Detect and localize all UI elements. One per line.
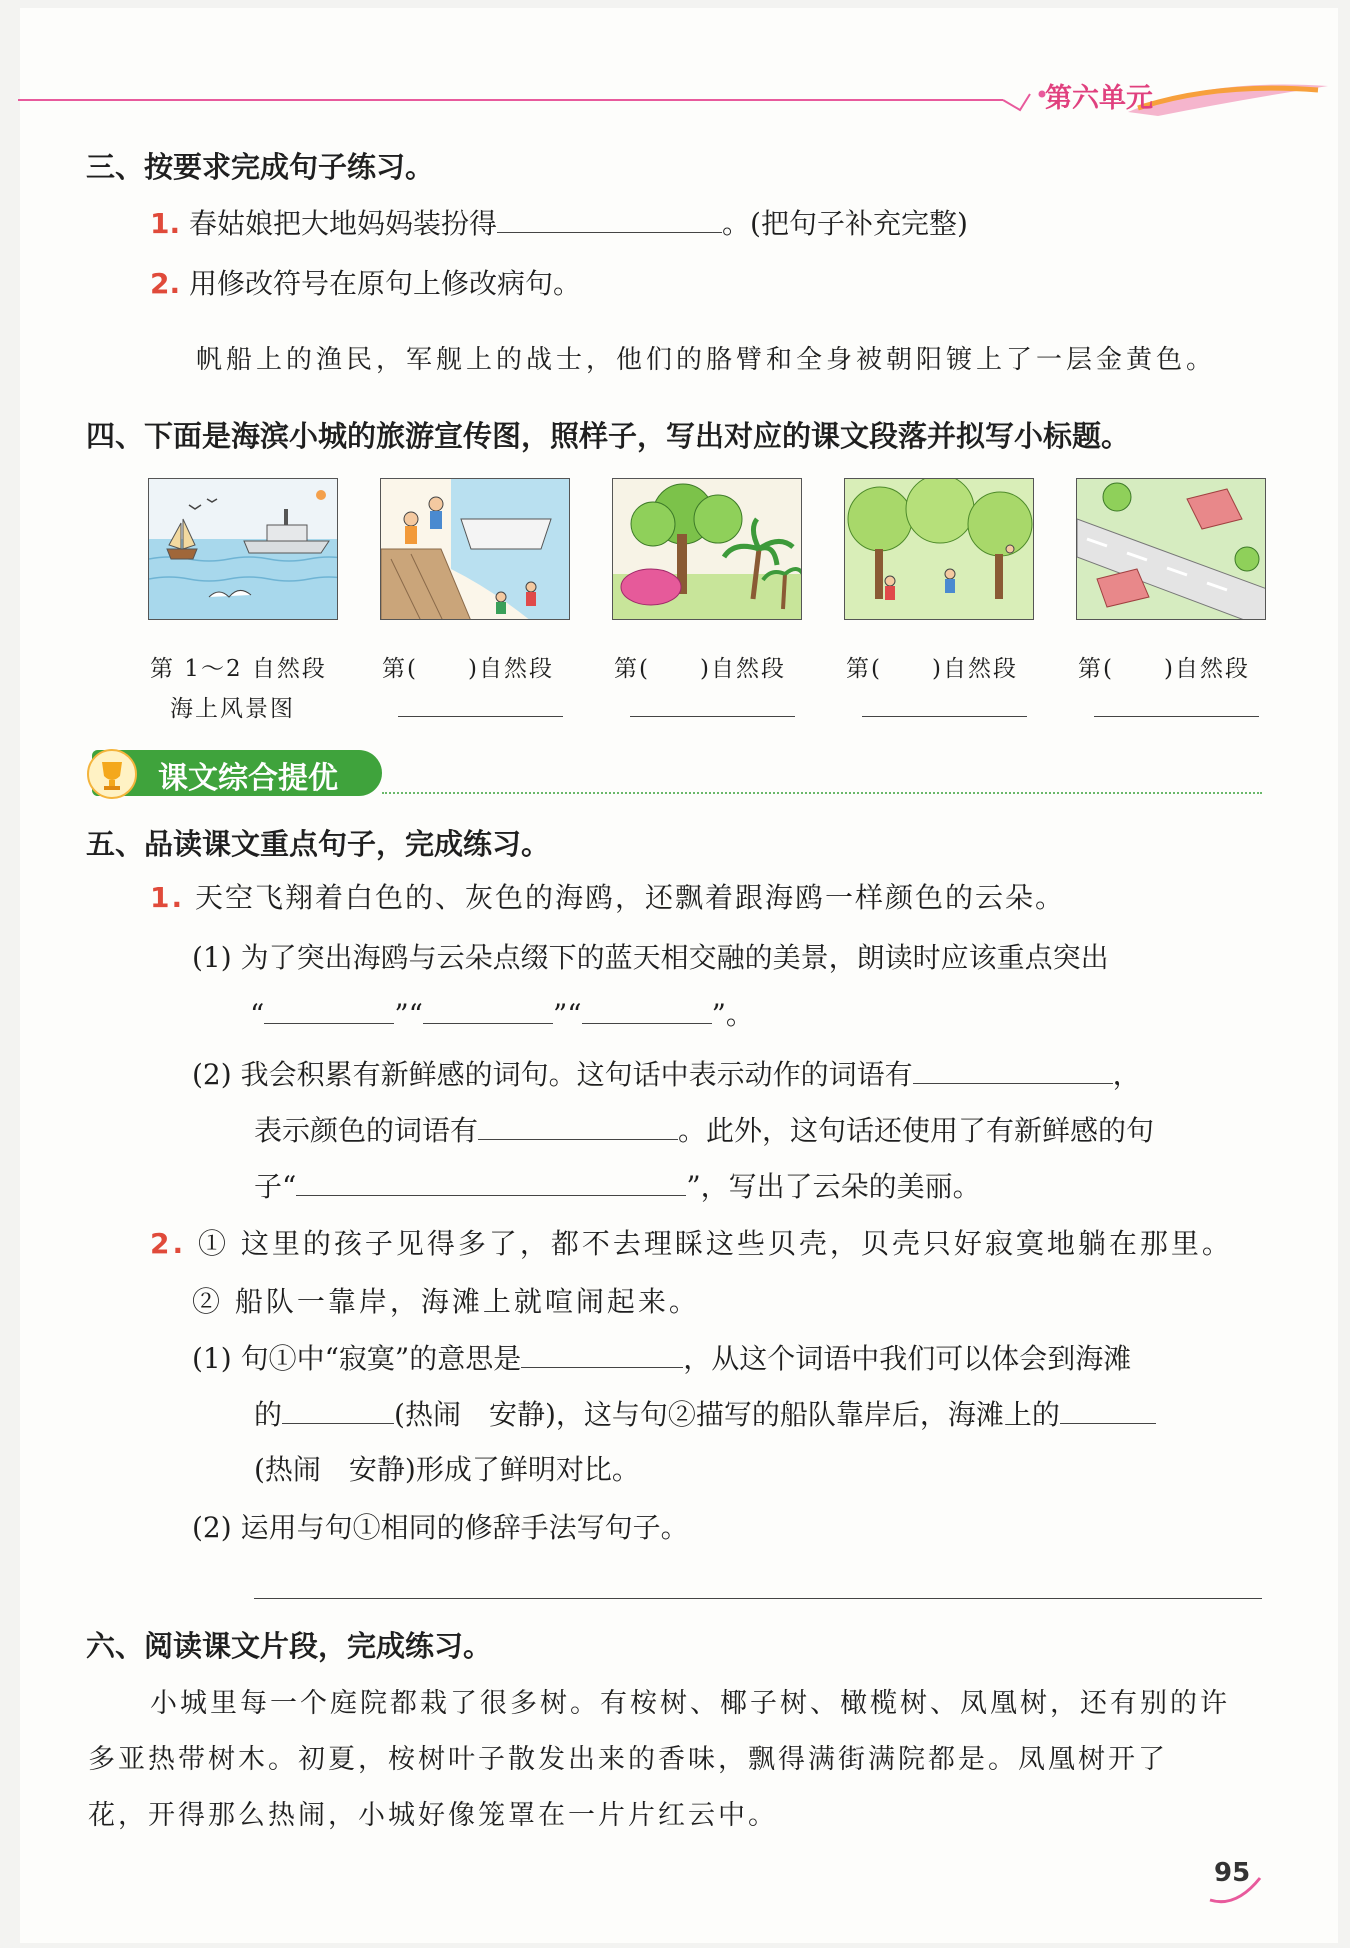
caption-3: 第( )自然段	[614, 656, 786, 682]
answer-blank[interactable]	[264, 996, 394, 1024]
s3-sentence[interactable]: 帆船上的渔民，军舰上的战士，他们的胳臂和全身被朝阳镀上了一层金黄色。	[196, 345, 1217, 375]
harbor-children-image	[380, 478, 570, 620]
caption-1-title: 海上风景图	[170, 696, 295, 722]
s5-q2-1: (1) 句①中“寂寞”的意思是 ，从这个词语中我们可以体会到海滩	[192, 1342, 1132, 1375]
city-street-image	[1076, 478, 1266, 620]
page-number-swoosh	[1206, 1872, 1266, 1908]
title-blank[interactable]	[630, 716, 795, 717]
s5-q2-s2: ② 船队一靠岸，海滩上就喧闹起来。	[192, 1285, 700, 1318]
unit-title: 第六单元	[1045, 83, 1153, 114]
banner-title: 课文综合提优	[158, 761, 338, 796]
s5-q1-2b: 表示颜色的词语有 。此外，这句话还使用了有新鲜感的句	[254, 1114, 1155, 1147]
caption-5: 第( )自然段	[1078, 656, 1250, 682]
answer-blank[interactable]	[282, 1396, 394, 1424]
passage-line-1: 小城里每一个庭院都栽了很多树。有桉树、椰子树、橄榄树、凤凰树，还有别的许	[150, 1688, 1230, 1719]
caption-4: 第( )自然段	[846, 656, 1018, 682]
answer-line[interactable]	[254, 1598, 1262, 1599]
s5-q1-1-blanks: “ ”“ ”“ ”。	[250, 998, 754, 1031]
title-blank[interactable]	[398, 716, 563, 717]
banner-divider	[382, 792, 1262, 794]
s5-q1-2: (2) 我会积累有新鲜感的词句。这句话中表示动作的词语有 ，	[192, 1058, 1141, 1091]
answer-blank[interactable]	[1060, 1396, 1156, 1424]
passage-line-2: 多亚热带树木。初夏，桉树叶子散发出来的香味，飘得满街满院都是。凤凰树开了	[88, 1744, 1168, 1775]
section-4-heading: 四、下面是海滨小城的旅游宣传图，照样子，写出对应的课文段落并拟写小标题。	[86, 419, 1131, 453]
title-blank[interactable]	[1094, 716, 1259, 717]
answer-blank[interactable]	[478, 1112, 678, 1140]
section-5-heading: 五、品读课文重点句子，完成练习。	[86, 827, 551, 861]
s3-q2: 2. 用修改符号在原句上修改病句。	[150, 267, 582, 300]
answer-blank[interactable]	[582, 996, 712, 1024]
section-6-heading: 六、阅读课文片段，完成练习。	[86, 1629, 493, 1663]
s5-q2-1b: 的 (热闹 安静)，这与句②描写的船队靠岸后，海滩上的	[254, 1396, 1156, 1433]
caption-2: 第( )自然段	[382, 656, 554, 682]
s5-q2-1c: (热闹 安静)形成了鲜明对比。	[254, 1453, 640, 1486]
section-3-heading: 三、按要求完成句子练习。	[86, 150, 435, 184]
trophy-icon	[86, 748, 138, 800]
trees-garden-image	[612, 478, 802, 620]
s5-q1-2c: 子“ ”，写出了云朵的美丽。	[254, 1170, 981, 1203]
passage-line-3: 花，开得那么热闹，小城好像笼罩在一片片红云中。	[88, 1800, 778, 1831]
title-blank[interactable]	[862, 716, 1027, 717]
answer-blank[interactable]	[296, 1168, 686, 1196]
s3-q1: 1. 春姑娘把大地妈妈装扮得 。(把句子补充完整)	[150, 207, 968, 240]
answer-blank[interactable]	[913, 1056, 1113, 1084]
answer-blank[interactable]	[497, 205, 722, 233]
park-image	[844, 478, 1034, 620]
caption-1: 第 1～2 自然段	[150, 656, 327, 682]
sea-scenery-image	[148, 478, 338, 620]
s5-q2: 2. ① 这里的孩子见得多了，都不去理睬这些贝壳，贝壳只好寂寞地躺在那里。	[150, 1227, 1233, 1260]
s5-q1-1: (1) 为了突出海鸥与云朵点缀下的蓝天相交融的美景，朗读时应该重点突出	[192, 941, 1109, 974]
s5-q1: 1. 天空飞翔着白色的、灰色的海鸥，还飘着跟海鸥一样颜色的云朵。	[150, 881, 1066, 914]
s5-q2-2: (2) 运用与句①相同的修辞手法写句子。	[192, 1511, 689, 1544]
page-number: 95	[1214, 1858, 1251, 1888]
answer-blank[interactable]	[521, 1340, 683, 1368]
answer-blank[interactable]	[423, 996, 553, 1024]
